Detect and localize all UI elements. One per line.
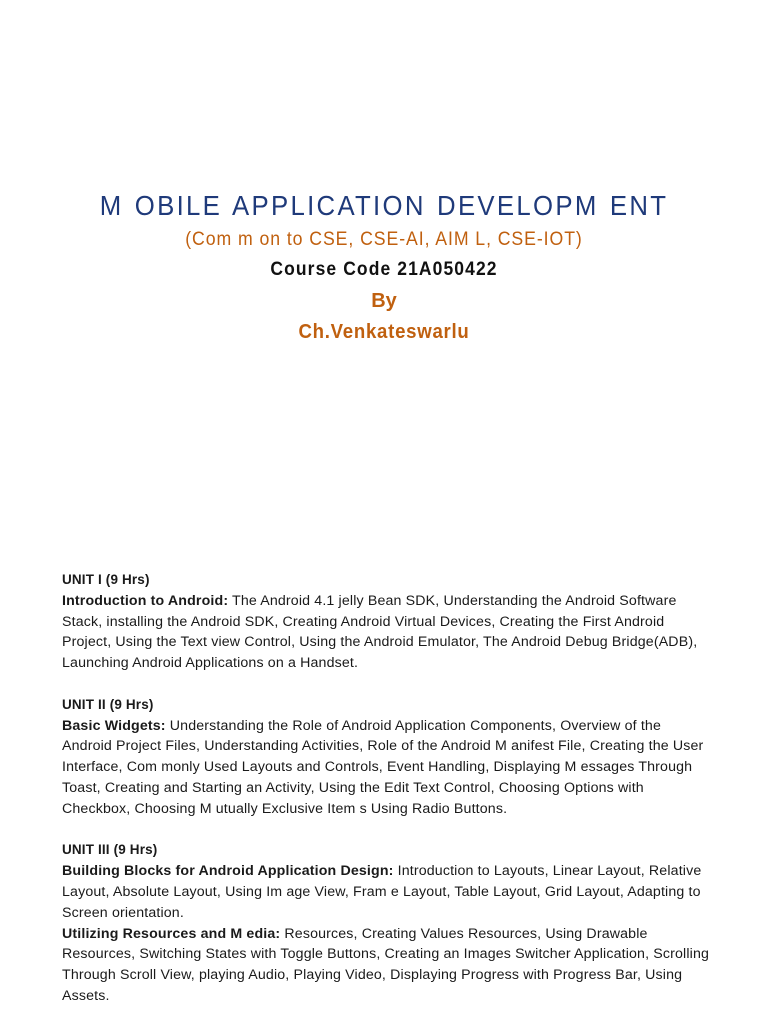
topic-title: Building Blocks for Android Application Design: — [62, 863, 394, 880]
topic-description: Resources, Creating Values Resources, Using Drawable Resources, Switching States with Toggle Buttons, Creating an Images Switcher Application, Scrolling Through Scroll View, playing Audio, Playing Video, Displaying Progress with Progress Bar, Using Assets. — [62, 925, 710, 1004]
author-name: Ch.Venkateswarlu — [298, 321, 470, 343]
unit-paragraph — [62, 861, 710, 923]
document-title: M OBILE APPLICATION DEVELOPM ENT — [99, 190, 669, 221]
topic-description: The Android 4.1 jelly Bean SDK, Understanding the Android Software Stack, installing the Android SDK, Creating Android Virtual Devices, Creating the First Android Project, Using the Text view Control, Using the Android Emulator, The Android Debug Bridge(ADB), Launching Android Applications on a Handset. — [62, 592, 698, 672]
topic-title: Utilizing Resources and M edia: — [62, 925, 281, 942]
unit-paragraph — [62, 716, 710, 820]
unit-section — [62, 840, 710, 1006]
unit-paragraph — [62, 591, 710, 674]
unit-heading: UNIT III (9 Hrs) — [62, 842, 158, 858]
topic-title: Introduction to Android: — [62, 592, 229, 609]
syllabus-content — [62, 570, 710, 1024]
course-code: Course Code 21A050422 — [270, 259, 498, 280]
title-block — [0, 186, 768, 348]
topic-description: Understanding the Role of Android Application Components, Overview of the Android Project Files, Understanding Activities, Role of the Android M anifest File, Creating the User Interface, Com monly Used Layouts and Controls, Event Handling, Displaying M essages Through Toast, Creating and Starting an Activity, Using the Edit Text Control, Choosing Options with Checkbox, Choosing M utually Exclusive Item s Using Radio Buttons. — [62, 717, 704, 817]
unit-heading: UNIT I (9 Hrs) — [62, 572, 150, 587]
unit-paragraph — [62, 924, 710, 1007]
unit-heading: UNIT II (9 Hrs) — [62, 696, 154, 712]
document-subtitle: (Com m on to CSE, CSE-AI, AIM L, CSE-IOT) — [185, 229, 583, 250]
unit-section — [62, 570, 710, 674]
topic-title: Basic Widgets: — [62, 717, 166, 734]
unit-section — [62, 695, 710, 820]
by-label: By — [371, 290, 397, 312]
topic-description: Introduction to Layouts, Linear Layout, Relative Layout, Absolute Layout, Using Im age View, Fram e Layout, Table Layout, Grid Layout, Adapting to Screen orientation. — [62, 863, 702, 921]
